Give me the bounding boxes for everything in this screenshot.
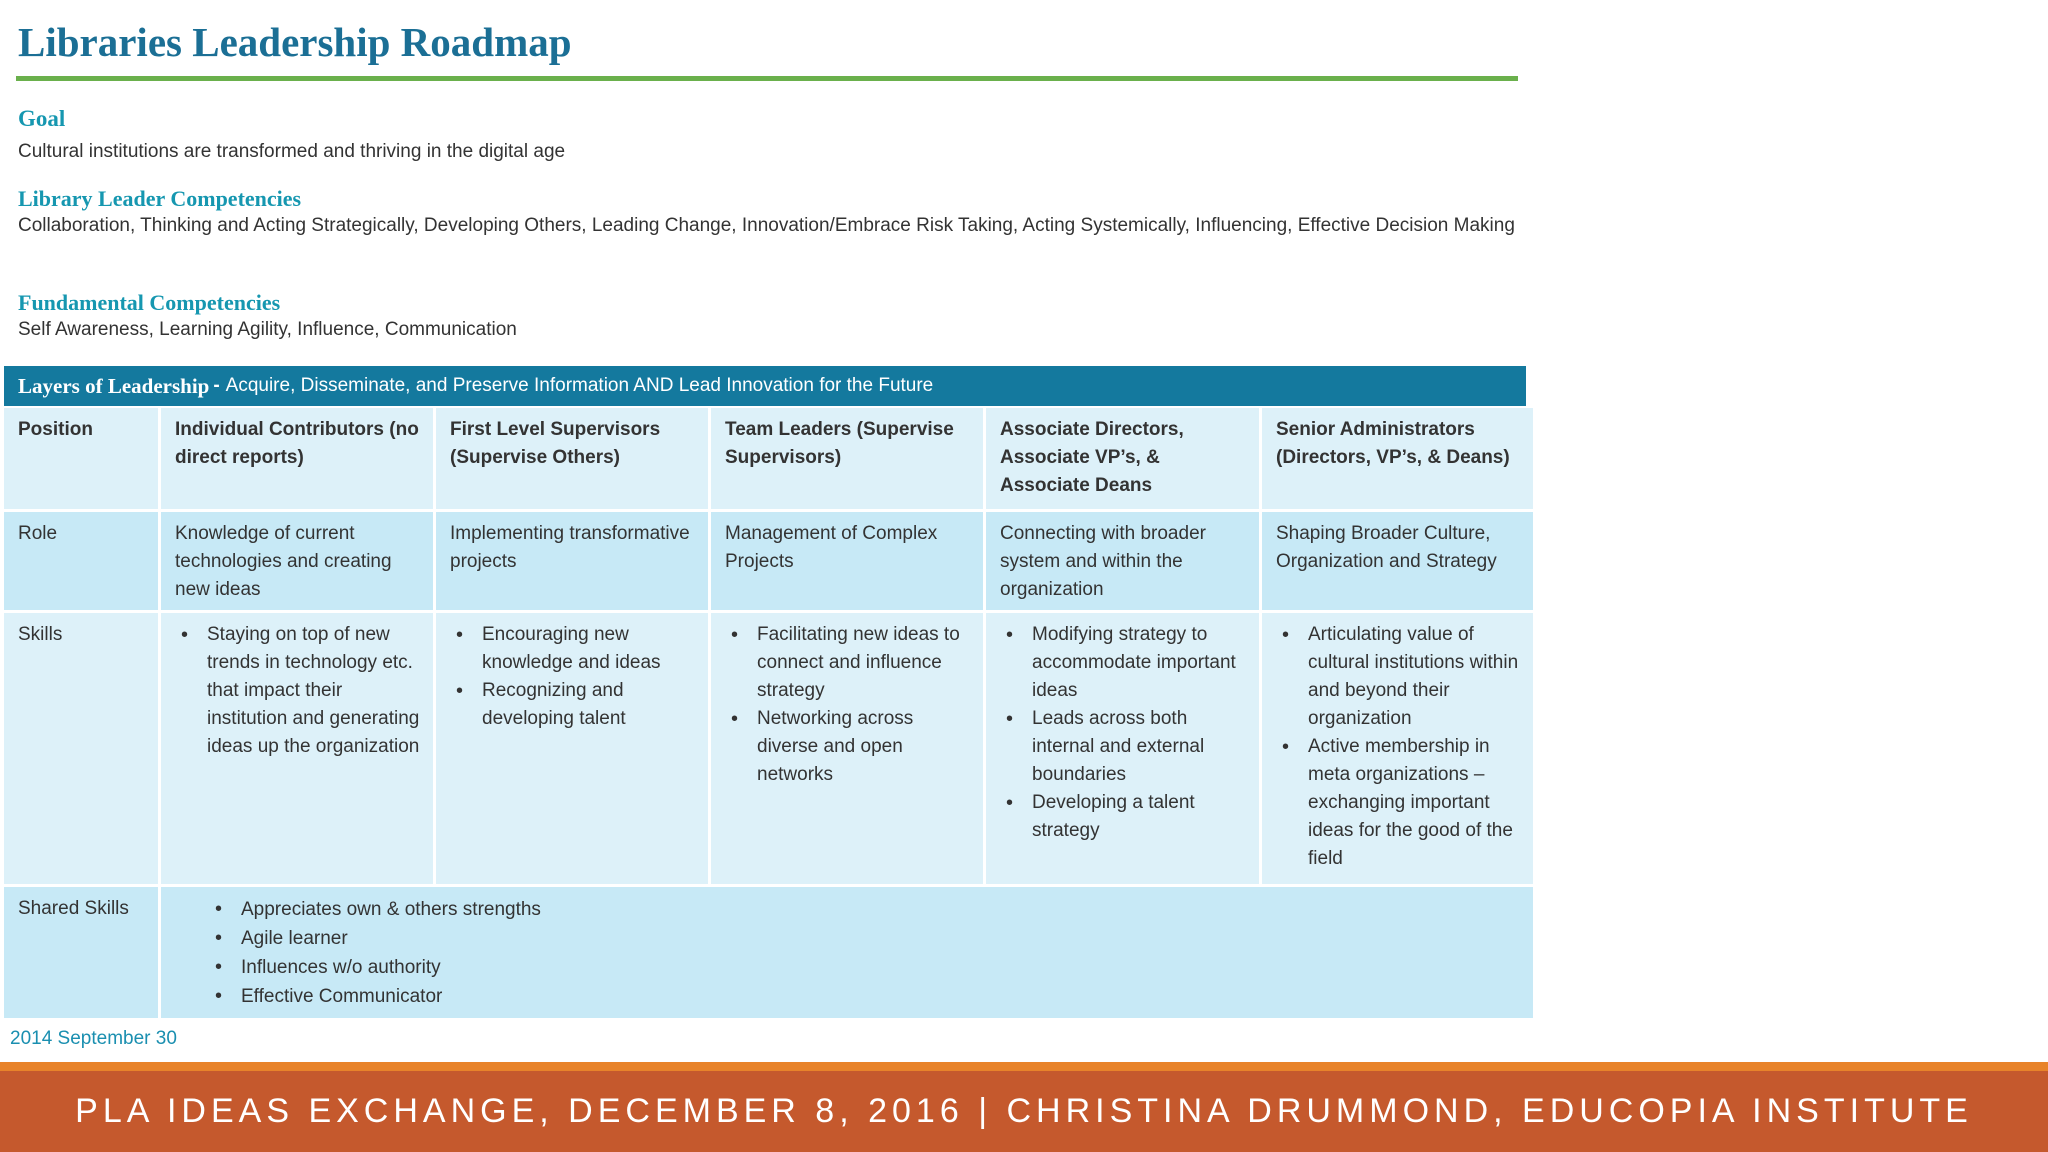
date-note: 2014 September 30 (10, 1028, 177, 1049)
leader-competencies-text: Collaboration, Thinking and Acting Strategically, Developing Others, Leading Change, Innovation/Embrace Risk Taking, Acting Systemically, Influencing, Effective Decision Making (18, 215, 1515, 236)
skill-item: • Developing a talent strategy (1000, 789, 1249, 845)
skills-label: Skills (4, 613, 158, 884)
role-associate-directors: Connecting with broader system and within the organization (986, 512, 1259, 610)
position-senior-administrators: Senior Administrators (Directors, VP’s, & Deans) (1262, 408, 1533, 509)
page-title: Libraries Leadership Roadmap (18, 19, 572, 65)
position-associate-directors: Associate Directors, Associate VP’s, & Associate Deans (986, 408, 1259, 509)
skill-item: • Encouraging new knowledge and ideas (450, 621, 698, 677)
skills-list (450, 621, 698, 733)
skill-item: • Facilitating new ideas to connect and influence strategy (725, 621, 973, 705)
role-individual-contributors: Knowledge of current technologies and creating new ideas (161, 512, 433, 610)
skills-list (725, 621, 973, 789)
banner-separator: - (213, 375, 220, 396)
position-team-leaders: Team Leaders (Supervise Supervisors) (711, 408, 983, 509)
fundamental-competencies-heading: Fundamental Competencies (18, 290, 281, 315)
shared-skill-item: • Influences w/o authority (209, 953, 1523, 982)
skills-senior-administrators (1262, 613, 1533, 884)
skill-item: • Networking across diverse and open networks (725, 705, 973, 789)
shared-skills-list (209, 895, 1523, 1011)
skills-list (1276, 621, 1523, 873)
leader-competencies-heading: Library Leader Competencies (18, 186, 302, 211)
skill-item: • Modifying strategy to accommodate important ideas (1000, 621, 1249, 705)
role-senior-administrators: Shaping Broader Culture, Organization and Strategy (1262, 512, 1533, 610)
skill-item: • Staying on top of new trends in technology etc. that impact their institution and generating ideas up the organization (175, 621, 423, 761)
position-first-level-supervisors: First Level Supervisors (Supervise Others) (436, 408, 708, 509)
role-first-level-supervisors: Implementing transformative projects (436, 512, 708, 610)
table-grid (4, 408, 1526, 1018)
shared-skill-item: • Effective Communicator (209, 982, 1523, 1011)
skill-item: • Leads across both internal and external boundaries (1000, 705, 1249, 789)
role-label: Role (4, 512, 158, 610)
footer-bar (0, 1071, 2048, 1152)
table-banner (4, 366, 1526, 406)
title-underline (16, 76, 1518, 81)
position-label: Position (4, 408, 158, 509)
banner-subtitle: Acquire, Disseminate, and Preserve Information AND Lead Innovation for the Future (225, 375, 934, 396)
position-individual-contributors: Individual Contributors (no direct reports) (161, 408, 433, 509)
skills-team-leaders (711, 613, 983, 884)
role-team-leaders: Management of Complex Projects (711, 512, 983, 610)
skills-list (1000, 621, 1249, 845)
skills-list (175, 621, 423, 761)
footer-accent-stripe (0, 1062, 2048, 1071)
shared-skills-cell (161, 887, 1533, 1018)
fundamental-competencies-text: Self Awareness, Learning Agility, Influence, Communication (18, 319, 517, 340)
skills-associate-directors (986, 613, 1259, 884)
skill-item: • Active membership in meta organizations – exchanging important ideas for the good of the field (1276, 733, 1523, 873)
leadership-table (4, 366, 1526, 1011)
goal-text: Cultural institutions are transformed and thriving in the digital age (18, 141, 566, 162)
footer-text: PLA IDEAS EXCHANGE, DECEMBER 8, 2016 | CHRISTINA DRUMMOND, EDUCOPIA INSTITUTE (75, 1092, 1973, 1130)
banner-title: Layers of Leadership (18, 373, 210, 398)
shared-skills-label: Shared Skills (4, 887, 158, 1018)
goal-heading: Goal (18, 106, 66, 131)
skill-item: • Articulating value of cultural institutions within and beyond their organization (1276, 621, 1523, 733)
skill-item: • Recognizing and developing talent (450, 677, 698, 733)
shared-skill-item: • Agile learner (209, 924, 1523, 953)
shared-skill-item: • Appreciates own & others strengths (209, 895, 1523, 924)
skills-individual-contributors (161, 613, 433, 884)
skills-first-level-supervisors (436, 613, 708, 884)
